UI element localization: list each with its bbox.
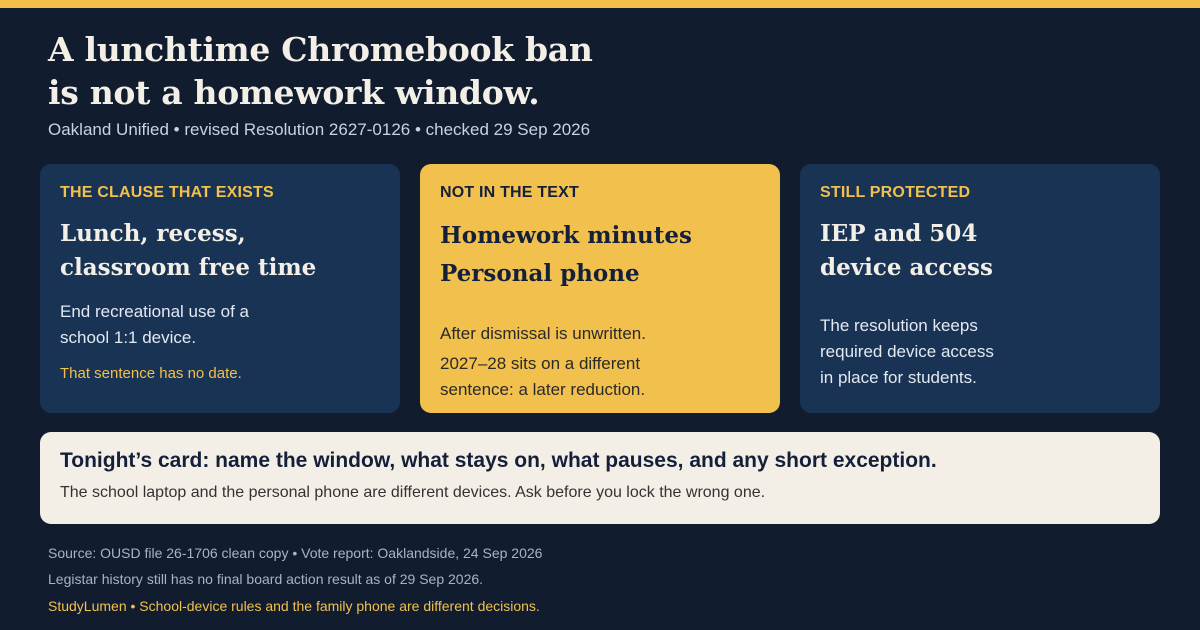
footer-history: Legistar history still has no final board action result as of 29 Sep 2026. (48, 571, 484, 587)
card-eyebrow: NOT IN THE TEXT (440, 184, 579, 201)
card-eyebrow: THE CLAUSE THAT EXISTS (60, 184, 274, 201)
card-body-line: After dismissal is unwritten. (440, 324, 646, 343)
card-title-line: Homework minutes (440, 222, 692, 249)
card-body-line: The resolution keeps (820, 316, 978, 335)
subline: Oakland Unified • revised Resolution 2627-0126 • checked 29 Sep 2026 (48, 120, 591, 139)
card-body-line: in place for students. (820, 368, 977, 387)
card-body-line: sentence: a later reduction. (440, 380, 646, 399)
footer-source: Source: OUSD file 26-1706 clean copy • Vote report: Oaklandside, 24 Sep 2026 (48, 545, 543, 561)
card-body-line: school 1:1 device. (60, 328, 197, 347)
card-eyebrow: STILL PROTECTED (820, 184, 971, 201)
card-body-line: 2027–28 sits on a different (440, 354, 641, 373)
card-body-line: End recreational use of a (60, 302, 250, 321)
card-not-in-the-text (420, 164, 780, 413)
card-title-line: Personal phone (440, 260, 640, 287)
card-title-line: Lunch, recess, (60, 220, 246, 247)
headline (48, 28, 948, 114)
callout-title: Tonight’s card: name the window, what stays on, what pauses, and any short exception. (60, 449, 937, 472)
card-title (60, 217, 380, 285)
card-body (820, 313, 1140, 391)
headline-line-1: A lunchtime Chromebook ban (48, 30, 593, 69)
card-body (440, 321, 760, 403)
card-title (820, 217, 1140, 285)
card-title (440, 217, 760, 293)
tonights-card-callout (40, 432, 1160, 524)
card-still-protected (800, 164, 1160, 413)
top-accent-bar (0, 0, 1200, 8)
card-clause-that-exists (40, 164, 400, 413)
footer-brand: StudyLumen • School-device rules and the family phone are different decisions. (48, 598, 540, 614)
headline-line-2: is not a homework window. (48, 73, 540, 112)
card-title-line: classroom free time (60, 254, 317, 281)
card-title-line: device access (820, 254, 993, 281)
card-note: That sentence has no date. (60, 365, 242, 382)
card-title-line: IEP and 504 (820, 220, 978, 247)
card-body (60, 299, 380, 351)
card-body-line: required device access (820, 342, 994, 361)
callout-body: The school laptop and the personal phone are different devices. Ask before you lock the wrong one. (60, 484, 766, 501)
